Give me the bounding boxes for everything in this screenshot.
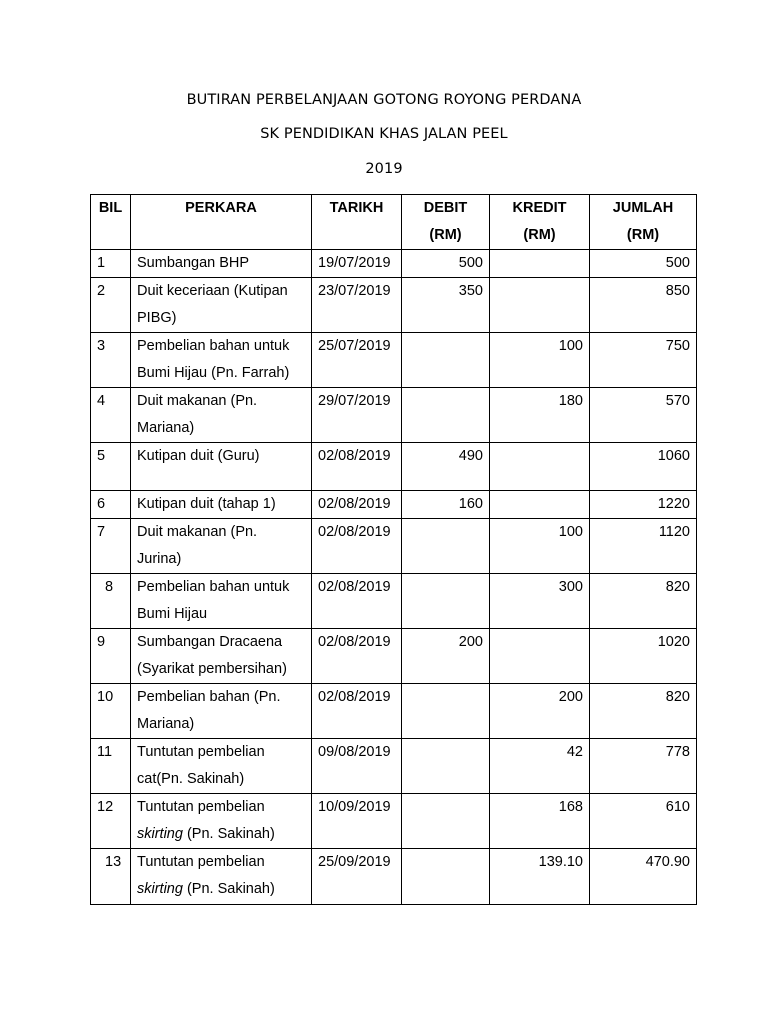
header-tarikh: TARIKH [312,195,402,250]
cell-kredit [490,250,590,278]
cell-debit: 490 [402,443,490,491]
cell-bil: 1 [91,250,131,278]
cell-perkara: Duit makanan (Pn. Jurina) [131,519,312,574]
cell-kredit: 100 [490,333,590,388]
table-row [91,333,697,388]
table-row [91,684,697,739]
cell-tarikh: 10/09/2019 [312,794,402,849]
table-header-row [91,195,697,250]
cell-bil: 2 [91,278,131,333]
cell-jumlah: 820 [590,684,697,739]
cell-bil: 5 [91,443,131,491]
table-row [91,388,697,443]
cell-tarikh: 02/08/2019 [312,519,402,574]
cell-debit [402,519,490,574]
table-row [91,250,697,278]
cell-debit [402,794,490,849]
cell-perkara: Duit keceriaan (Kutipan PIBG) [131,278,312,333]
cell-kredit: 300 [490,574,590,629]
cell-kredit [490,278,590,333]
table-row [91,278,697,333]
cell-jumlah: 570 [590,388,697,443]
header-bil: BIL [91,195,131,250]
cell-kredit: 180 [490,388,590,443]
cell-bil: 7 [91,519,131,574]
cell-bil: 13 [91,849,131,905]
cell-perkara: Duit makanan (Pn. Mariana) [131,388,312,443]
school-name: SK PENDIDIKAN KHAS JALAN PEEL [260,126,508,142]
cell-debit: 350 [402,278,490,333]
cell-jumlah: 850 [590,278,697,333]
document-title: BUTIRAN PERBELANJAAN GOTONG ROYONG PERDANA [186,92,582,108]
table-row [91,574,697,629]
cell-jumlah: 500 [590,250,697,278]
cell-jumlah: 470.90 [590,849,697,905]
cell-debit: 160 [402,491,490,519]
cell-kredit: 200 [490,684,590,739]
cell-jumlah: 750 [590,333,697,388]
table-row [91,443,697,491]
cell-kredit: 168 [490,794,590,849]
cell-kredit: 100 [490,519,590,574]
cell-perkara: Kutipan duit (tahap 1) [131,491,312,519]
cell-kredit: 42 [490,739,590,794]
cell-tarikh: 02/08/2019 [312,574,402,629]
expense-table [90,194,697,905]
cell-tarikh: 02/08/2019 [312,629,402,684]
cell-jumlah: 778 [590,739,697,794]
document-year: 2019 [365,161,403,177]
table-row [91,794,697,849]
table-row [91,629,697,684]
cell-tarikh: 02/08/2019 [312,443,402,491]
cell-perkara: Pembelian bahan (Pn. Mariana) [131,684,312,739]
cell-bil: 11 [91,739,131,794]
cell-tarikh: 09/08/2019 [312,739,402,794]
header-jumlah: JUMLAH (RM) [590,195,697,250]
cell-jumlah: 1060 [590,443,697,491]
cell-bil: 12 [91,794,131,849]
cell-perkara: Sumbangan Dracaena (Syarikat pembersihan) [131,629,312,684]
cell-bil: 4 [91,388,131,443]
cell-kredit [490,443,590,491]
table-row [91,739,697,794]
cell-perkara: Pembelian bahan untuk Bumi Hijau (Pn. Farrah) [131,333,312,388]
cell-tarikh: 25/07/2019 [312,333,402,388]
cell-perkara: Tuntutan pembelian skirting (Pn. Sakinah) [131,794,312,849]
cell-bil: 10 [91,684,131,739]
cell-debit [402,684,490,739]
cell-debit: 200 [402,629,490,684]
cell-debit [402,333,490,388]
cell-jumlah: 610 [590,794,697,849]
cell-kredit: 139.10 [490,849,590,905]
cell-jumlah: 1220 [590,491,697,519]
table-row [91,849,697,905]
cell-perkara: Pembelian bahan untuk Bumi Hijau [131,574,312,629]
cell-debit: 500 [402,250,490,278]
cell-perkara: Sumbangan BHP [131,250,312,278]
cell-debit [402,739,490,794]
cell-bil: 3 [91,333,131,388]
cell-tarikh: 29/07/2019 [312,388,402,443]
cell-kredit [490,491,590,519]
cell-debit [402,849,490,905]
cell-tarikh: 02/08/2019 [312,491,402,519]
cell-perkara: Tuntutan pembelian cat(Pn. Sakinah) [131,739,312,794]
cell-jumlah: 1120 [590,519,697,574]
header-debit: DEBIT (RM) [402,195,490,250]
cell-perkara: Kutipan duit (Guru) [131,443,312,491]
cell-tarikh: 02/08/2019 [312,684,402,739]
cell-bil: 9 [91,629,131,684]
cell-tarikh: 23/07/2019 [312,278,402,333]
cell-tarikh: 25/09/2019 [312,849,402,905]
cell-debit [402,388,490,443]
cell-bil: 8 [91,574,131,629]
header-kredit: KREDIT (RM) [490,195,590,250]
cell-bil: 6 [91,491,131,519]
header-perkara: PERKARA [131,195,312,250]
cell-kredit [490,629,590,684]
cell-perkara: Tuntutan pembelian skirting (Pn. Sakinah) [131,849,312,905]
table-row [91,519,697,574]
cell-tarikh: 19/07/2019 [312,250,402,278]
table-row [91,491,697,519]
cell-jumlah: 820 [590,574,697,629]
cell-debit [402,574,490,629]
cell-jumlah: 1020 [590,629,697,684]
